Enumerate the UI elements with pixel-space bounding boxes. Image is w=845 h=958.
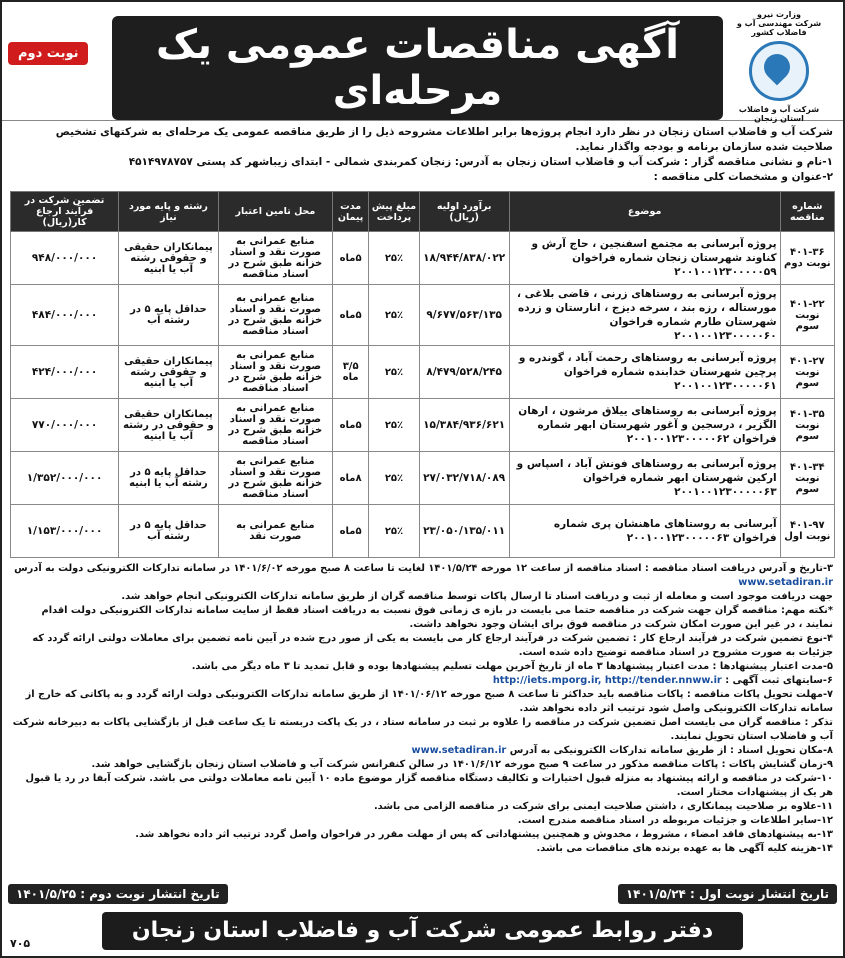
publish-dates (8, 884, 837, 904)
condition-item (12, 772, 833, 800)
condition-item (12, 828, 833, 842)
cell-duration: ۵ماه (333, 505, 369, 558)
cell-prepay: ۲۵٪ (369, 232, 420, 285)
cell-subject: پروژه آبرسانی به روستاهای فونش آباد ، اسپاس و ارکین شهرستان ابهر شماره فراخوان ۲۰۰۱۰۰۱۲۳۰۰۰۰۰۶۳ (509, 452, 780, 505)
date-first: تاریخ انتشار نوبت اول : ۱۴۰۱/۵/۲۴ (618, 884, 837, 904)
cell-estimate: ۹/۶۷۷/۵۶۳/۱۳۵ (419, 285, 509, 346)
cell-funding: منابع عمرانی به صورت نقد و اسناد خزانه طبق شرح در اسناد مناقصه (218, 452, 332, 505)
table-row (11, 399, 835, 452)
column-header: محل تامین اعتبار (218, 192, 332, 232)
condition-link[interactable]: http://iets.mporg.ir, http://tender.nnww.ir (492, 675, 722, 686)
condition-text: ۹-زمان گشایش پاکات : پاکات مناقصه مذکور در ساعت ۹ صبح مورخه ۱۴۰۱/۶/۱۲ در سالن کنفرانس شرکت آب و فاضلاب استان زنجان بازگشایی خواهد شد. (91, 759, 833, 770)
condition-item (12, 688, 833, 716)
condition-item (12, 590, 833, 604)
cell-prepay: ۲۵٪ (369, 285, 420, 346)
condition-item (12, 800, 833, 814)
condition-text: جهت دریافت موجود است و معامله از ثبت و دریافت اسناد تا ارسال پاکات توسط مناقصه گران از طریق سامانه تدارکات الکترونیکی انجام خواهد شد. (121, 591, 833, 602)
condition-text: ۳-تاریخ و آدرس دریافت اسناد مناقصه : اسناد مناقصه از ساعت ۱۲ مورخه ۱۴۰۱/۵/۲۴ لغایت تا ساعت ۸ صبح مورخه ۱۴۰۱/۶/۰۲ در سامانه تدارکات الکترونیکی دولت به آدرس (14, 563, 833, 574)
logo-line2: شرکت مهندسی آب و فاضلاب کشور (736, 19, 822, 37)
tender-table (10, 191, 835, 558)
cell-guarantee: ۱/۳۵۲/۰۰۰/۰۰۰ (11, 452, 119, 505)
cell-id: ۴۰۱-۳۵ نوبت سوم (780, 399, 834, 452)
cell-guarantee: ۴۸۴/۰۰۰/۰۰۰ (11, 285, 119, 346)
condition-text: ۵-مدت اعتبار پیشنهادها : مدت اعتبار پیشنهادها ۳ ماه از تاریخ آخرین مهلت تسلیم پیشنهادها بوده و قابل تمدید تا ۳ ماه دیگر می باشد. (191, 661, 833, 672)
conditions (2, 558, 843, 860)
cell-funding: منابع عمرانی به صورت نقد و اسناد خزانه طبق شرح در اسناد مناقصه (218, 285, 332, 346)
condition-item (12, 632, 833, 660)
column-header: مدت پیمان (333, 192, 369, 232)
round-badge: نوبت دوم (8, 42, 88, 65)
cell-subject: پروژه آبرسانی به روستاهای ییلاق مرشون ، ارهان الگزیر ، درسجین و آغور شهرستان ابهر شماره فراخوان ۲۰۰۱۰۰۱۲۳۰۰۰۰۰۶۲ (509, 399, 780, 452)
footer-department: دفتر روابط عمومی شرکت آب و فاضلاب استان زنجان (102, 912, 743, 950)
cell-id: ۴۰۱-۳۴ نوبت سوم (780, 452, 834, 505)
company-logo (729, 10, 829, 123)
cell-funding: منابع عمرانی به صورت نقد و اسناد خزانه طبق شرح در اسناد مناقصه (218, 346, 332, 399)
cell-funding: منابع عمرانی به صورت نقد و اسناد خزانه طبق شرح در اسناد مناقصه (218, 399, 332, 452)
table-row (11, 346, 835, 399)
cell-id: ۴۰۱-۳۶ نوبت دوم (780, 232, 834, 285)
column-header: شماره مناقصه (780, 192, 834, 232)
table-row (11, 452, 835, 505)
table-row (11, 285, 835, 346)
cell-prepay: ۲۵٪ (369, 346, 420, 399)
condition-text: ۱۳-به پیشنهادهای فاقد امضاء ، مشروط ، مخدوش و همچنین پیشنهاداتی که پس از مهلت مقرر در فراخوان واصل گردد ترتیب اثر داده نخواهد شد. (135, 829, 833, 840)
cell-field: حداقل پایه ۵ در رشته آب یا ابنیه (119, 452, 219, 505)
cell-guarantee: ۹۴۸/۰۰۰/۰۰۰ (11, 232, 119, 285)
condition-link[interactable]: www.setadiran.ir (738, 577, 833, 588)
condition-text: ۸-مکان تحویل اسناد : از طریق سامانه تدارکات الکترونیکی به آدرس (509, 745, 833, 756)
cell-field: پیمانکاران حقیقی و حقوقی در رشته آب یا ابنیه (119, 399, 219, 452)
cell-duration: ۳/۵ ماه (333, 346, 369, 399)
cell-duration: ۵ماه (333, 285, 369, 346)
condition-item (12, 814, 833, 828)
header (2, 2, 843, 121)
cell-funding: منابع عمرانی به صورت نقد (218, 505, 332, 558)
cell-field: پیمانکاران حقیقی و حقوقی رشته آب یا ابنیه (119, 232, 219, 285)
intro-line: ۱-نام و نشانی مناقصه گزار : شرکت آب و فاضلاب استان زنجان به آدرس: زنجان کمربندی شمالی - ابتدای زیباشهر کد پستی ۴۵۱۴۹۷۸۷۵۷ (128, 156, 833, 168)
condition-text: ۱۰-شرکت در مناقصه و ارائه پیشنهاد به منزله قبول اختیارات و تکالیف دستگاه مناقصه گزار موضوع ماده ۱۰ آیین نامه معاملات دولتی می باشد. شرکت آبفا در رد یا قبول هر یک از پیشنهادات مختار است. (25, 773, 833, 798)
intro-line: ۲-عنوان و مشخصات کلی مناقصه : (653, 171, 833, 183)
table-header-row (11, 192, 835, 232)
condition-item (12, 744, 833, 758)
condition-text: ۱۱-علاوه بر صلاحیت پیمانکاری ، داشتن صلاحیت ایمنی برای شرکت در مناقصه الزامی می باشد. (373, 801, 833, 812)
water-drop-icon (749, 41, 809, 101)
cell-guarantee: ۷۷۰/۰۰۰/۰۰۰ (11, 399, 119, 452)
cell-field: پیمانکاران حقیقی و حقوقی رشته آب یا ابنیه (119, 346, 219, 399)
column-header: رشته و پایه مورد نیاز (119, 192, 219, 232)
cell-subject: پروژه آبرسانی به روستاهای زرنی ، قاضی بلاغی ، مورستاله ، رزه بند ، سرخه دیزج ، انارستان و زرده شهرستان طارم شماره فراخوان ۲۰۰۱۰۰۱۲۳۰۰۰۰۰۶۰ (509, 285, 780, 346)
condition-text: تذکر : مناقصه گران می بایست اصل تضمین شرکت در مناقصه را علاوه بر ثبت در سامانه ستاد ، در یک پاکت دربسته تا یک ساعت قبل از بازگشایی پاکات به دبیرخانه شرکت آب و فاضلاب استان تحویل نمایند. (12, 717, 833, 742)
condition-item (12, 604, 833, 632)
cell-estimate: ۱۸/۹۴۴/۸۳۸/۰۲۲ (419, 232, 509, 285)
cell-estimate: ۱۵/۳۸۴/۹۳۶/۶۲۱ (419, 399, 509, 452)
cell-duration: ۵ماه (333, 232, 369, 285)
table-row (11, 505, 835, 558)
condition-item (12, 660, 833, 674)
cell-id: ۴۰۱-۹۷ نوبت اول (780, 505, 834, 558)
logo-line1: وزارت نیرو (757, 10, 801, 19)
cell-prepay: ۲۵٪ (369, 505, 420, 558)
intro (2, 121, 843, 189)
cell-field: حداقل پایه ۵ در رشته آب (119, 505, 219, 558)
intro-line: شرکت آب و فاضلاب استان زنجان در نظر دارد انجام پروژه‌ها برابر اطلاعات مشروحه ذیل را از طریق مناقصه عمومی یک مرحله‌ای به شرکتهای تشخیص صلاحیت شده سازمان برنامه و بودجه واگذار نماید. (55, 126, 833, 153)
cell-guarantee: ۴۲۴/۰۰۰/۰۰۰ (11, 346, 119, 399)
page-title: آگهی مناقصات عمومی یک مرحله‌ای (112, 16, 723, 120)
condition-link[interactable]: www.setadiran.ir (411, 745, 507, 756)
column-header: تضمین شرکت در فرآیند ارجاع کار(ریال) (11, 192, 119, 232)
column-header: موضوع (509, 192, 780, 232)
condition-item (12, 562, 833, 590)
condition-text: ۶-سایتهای ثبت آگهی : (725, 675, 833, 686)
page-number: ۷۰۵ (10, 937, 31, 950)
cell-funding: منابع عمرانی به صورت نقد و اسناد خزانه طبق شرح در اسناد مناقصه (218, 232, 332, 285)
table-row (11, 232, 835, 285)
condition-text: ۱۴-هزینه کلیه آگهی ها به عهده برنده های مناقصات می باشد. (536, 843, 833, 854)
table-body (11, 232, 835, 558)
cell-duration: ۵ماه (333, 399, 369, 452)
column-header: مبلغ پیش پرداخت (369, 192, 420, 232)
cell-prepay: ۲۵٪ (369, 399, 420, 452)
condition-text: *نکته مهم: مناقصه گران جهت شرکت در مناقصه حتما می بایست در بازه ی زمانی فوق نسبت به دریافت اسناد فقط از سایت سامانه تدارکات الکترونیکی دولت اقدام نمایند ، در غیر این صورت امکان شرکت در مناقصه فوق برای ایشان وجود نخواهد داشت. (41, 605, 833, 630)
cell-id: ۴۰۱-۲۷ نوبت سوم (780, 346, 834, 399)
cell-subject: پروژه آبرسانی به مجتمع اسفنجین ، حاج آرش و کناوند شهرستان زنجان شماره فراخوان ۲۰۰۱۰۰۱۲۳۰۰۰۰۰۵۹ (509, 232, 780, 285)
condition-item (12, 716, 833, 744)
condition-item (12, 842, 833, 856)
cell-prepay: ۲۵٪ (369, 452, 420, 505)
cell-guarantee: ۱/۱۵۳/۰۰۰/۰۰۰ (11, 505, 119, 558)
cell-estimate: ۲۷/۰۳۲/۷۱۸/۰۸۹ (419, 452, 509, 505)
cell-estimate: ۸/۴۷۹/۵۲۸/۲۴۵ (419, 346, 509, 399)
cell-id: ۴۰۱-۲۲ نوبت سوم (780, 285, 834, 346)
condition-text: ۷-مهلت تحویل پاکات مناقصه : پاکات مناقصه باید حداکثر تا ساعت ۸ صبح مورخه ۱۴۰۱/۰۶/۱۲ از طریق سامانه تدارکات الکترونیکی دولت ارائه گردد و به پاکاتی که خارج از سامانه تدارکات الکترونیکی واصل شود ترتیب اثر داده نخواهد شد. (25, 689, 833, 714)
cell-estimate: ۲۳/۰۵۰/۱۳۵/۰۱۱ (419, 505, 509, 558)
cell-subject: آبرسانی به روستاهای ماهنشان پری شماره فراخوان ۲۰۰۱۰۰۱۲۳۰۰۰۰۰۶۳ (509, 505, 780, 558)
cell-subject: پروژه آبرسانی به روستاهای رحمت آباد ، گوندره و پرچین شهرستان خدابنده شماره فراخوان ۲۰۰۱۰۰۱۲۳۰۰۰۰۰۶۱ (509, 346, 780, 399)
condition-text: ۴-نوع تضمین شرکت در فرآیند ارجاع کار : تضمین شرکت در فرآیند ارجاع کار می بایست به یکی از صور درج شده در آیین نامه تضمین برای معاملات دولتی ارائه گردد که جزئیات به صورت مشروح در اسناد مناقصه توضیح داده شده است. (32, 633, 833, 658)
condition-text: ۱۲-سایر اطلاعات و جزئیات مربوطه در اسناد مناقصه مندرج است. (517, 815, 833, 826)
cell-field: حداقل پایه ۵ در رشته آب (119, 285, 219, 346)
condition-item (12, 758, 833, 772)
column-header: برآورد اولیه (ریال) (419, 192, 509, 232)
date-second: تاریخ انتشار نوبت دوم : ۱۴۰۱/۵/۲۵ (8, 884, 228, 904)
cell-duration: ۸ماه (333, 452, 369, 505)
logo-line3: شرکت آب و فاضلاب استان زنجان (738, 105, 820, 123)
condition-item (12, 674, 833, 688)
